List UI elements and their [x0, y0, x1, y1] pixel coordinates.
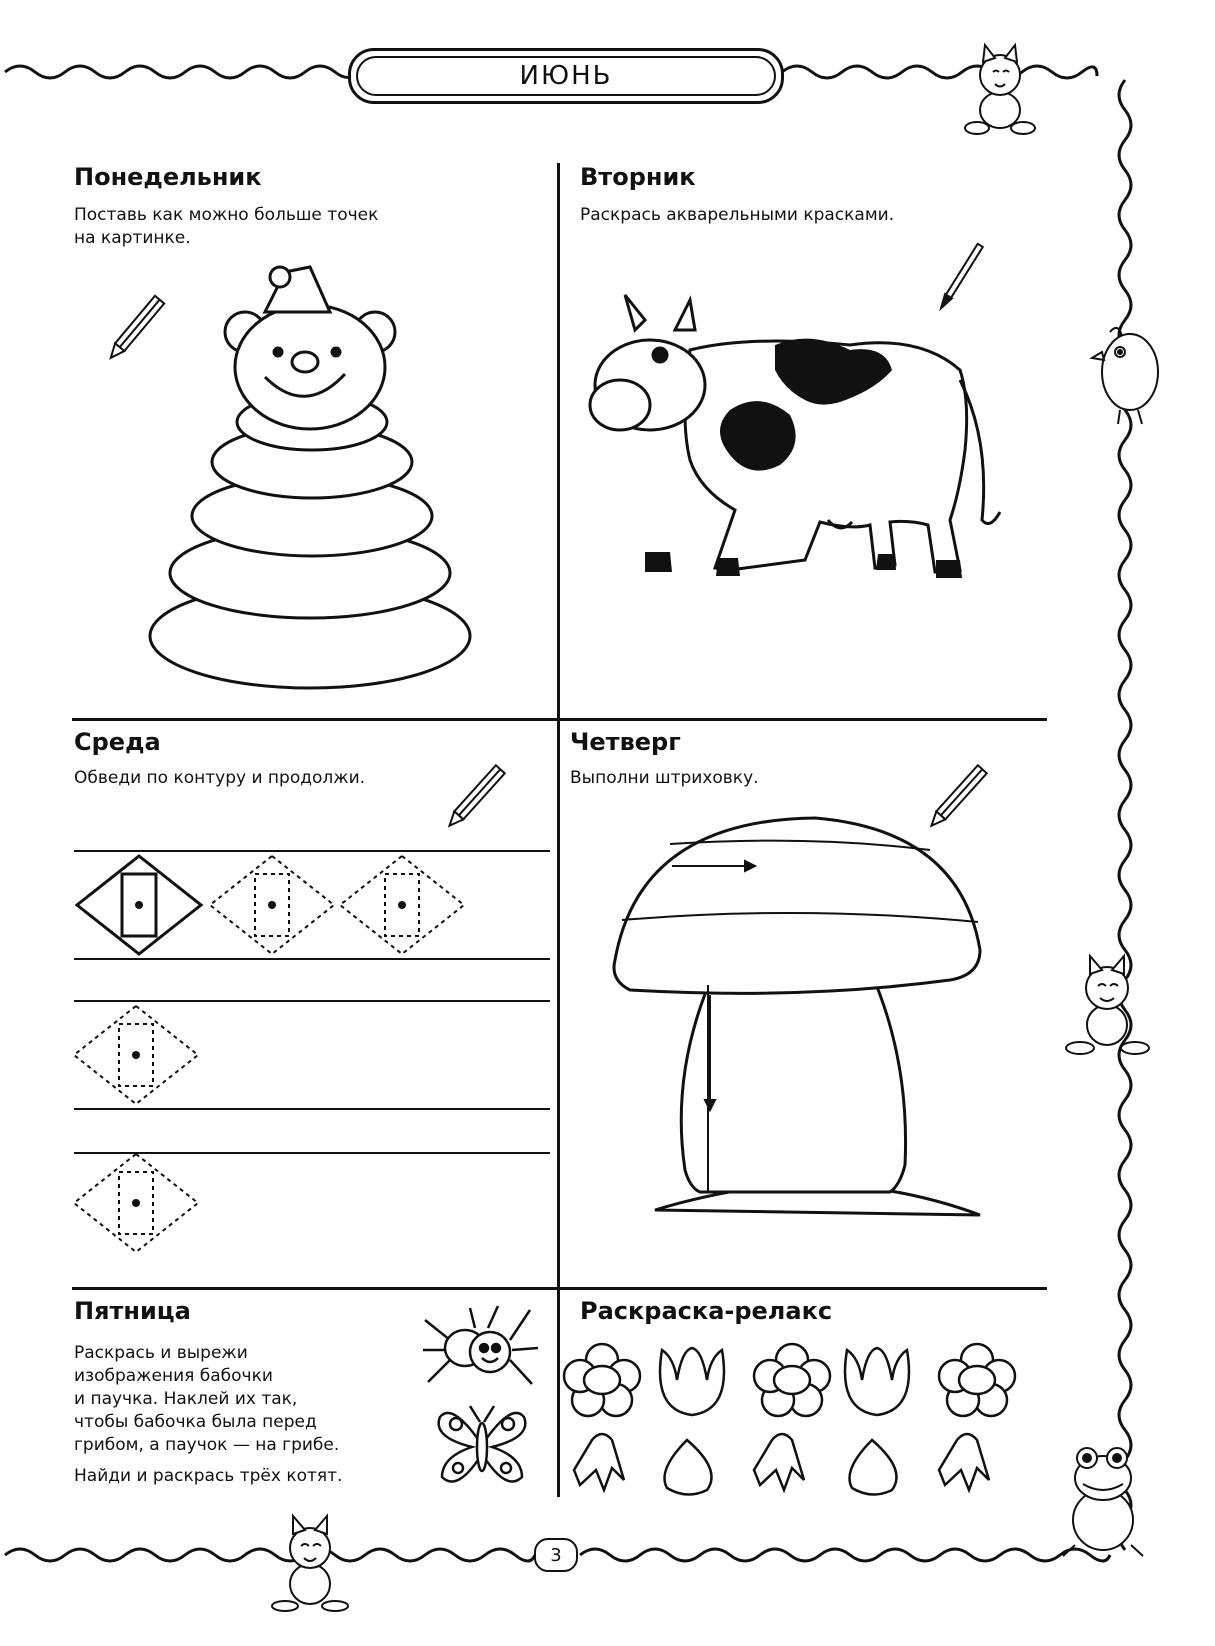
friday-task-line: чтобы бабочка была перед	[74, 1412, 317, 1432]
thursday-heading: Четверг	[570, 728, 681, 756]
grid-vertical-divider-middle	[557, 718, 560, 1288]
butterfly-drawing	[432, 1402, 532, 1492]
bird-icon	[1090, 322, 1165, 427]
friday-heading: Пятница	[74, 1297, 191, 1325]
kitten-icon	[955, 40, 1045, 135]
monday-heading: Понедельник	[74, 163, 262, 191]
trace-pattern-row-3	[74, 1154, 550, 1260]
friday-task-line: Раскрась и вырежи	[74, 1343, 248, 1363]
friday-task-line: изображения бабочки	[74, 1366, 273, 1386]
monday-task-line-2: на картинке.	[74, 228, 191, 248]
writing-line	[74, 1108, 550, 1110]
tuesday-heading: Вторник	[580, 163, 696, 191]
friday-extra-task: Найди и раскрась трёх котят.	[74, 1466, 343, 1486]
writing-line	[74, 958, 550, 960]
kitten-icon	[1060, 950, 1155, 1055]
wednesday-heading: Среда	[74, 728, 161, 756]
relax-coloring-pictures	[562, 1340, 1042, 1500]
frog-icon	[1055, 1440, 1150, 1560]
wednesday-task: Обведи по контуру и продолжи.	[74, 768, 366, 788]
monday-task-line-1: Поставь как можно больше точек	[74, 205, 379, 225]
relax-heading: Раскраска-релакс	[580, 1297, 833, 1325]
pencil-icon	[438, 745, 528, 835]
trace-pattern-row-2	[74, 1002, 550, 1108]
flower-picture	[564, 1344, 640, 1416]
spider-drawing	[420, 1300, 540, 1390]
monday-task	[74, 204, 494, 250]
page-number: 3	[534, 1538, 578, 1572]
cow-drawing	[590, 290, 1030, 610]
month-title: ИЮНЬ	[519, 61, 613, 91]
thursday-task: Выполни штриховку.	[570, 768, 759, 788]
tuesday-task: Раскрась акварельными красками.	[580, 205, 895, 225]
month-title-banner	[348, 48, 784, 104]
mushroom-drawing	[600, 810, 1020, 1280]
kitten-icon	[265, 1512, 355, 1612]
pyramid-toy-drawing	[140, 262, 490, 692]
friday-task	[74, 1342, 404, 1488]
grid-vertical-divider-bottom	[557, 1287, 560, 1497]
trace-pattern-row-1	[74, 852, 550, 958]
friday-task-line: грибом, а паучок — на грибе.	[74, 1435, 340, 1455]
grid-vertical-divider-top	[557, 163, 560, 721]
friday-task-line: и паучка. Наклей их так,	[74, 1389, 298, 1409]
